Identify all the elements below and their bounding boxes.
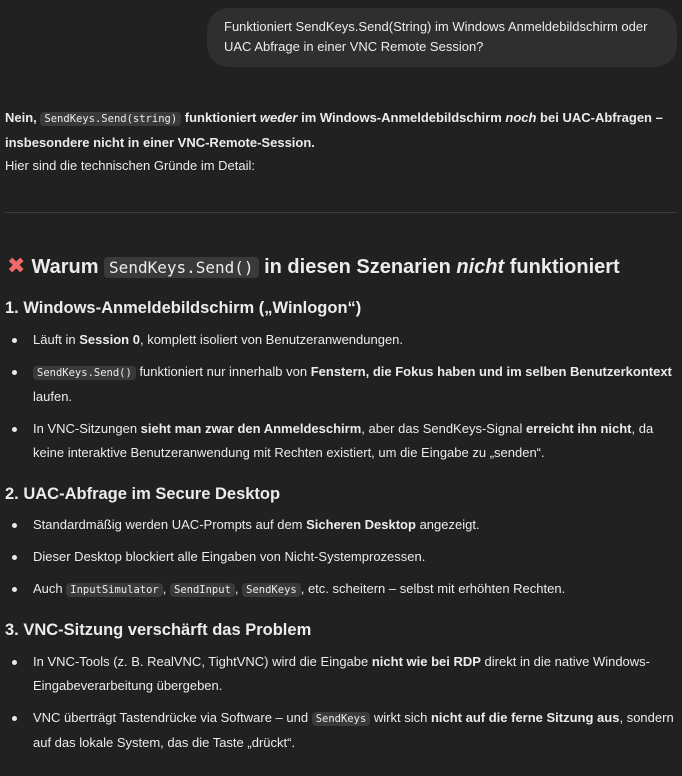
divider [5, 212, 677, 213]
text: Läuft in [33, 332, 80, 347]
list-item [0, 650, 680, 698]
text: In VNC-Tools (z. B. RealVNC, TightVNC) wird die Eingabe [33, 654, 372, 669]
strong-text: sieht man zwar den Anmeldeschirm [140, 421, 362, 436]
list-item [0, 577, 680, 602]
text: wirkt sich [370, 710, 431, 725]
strong-text: Fenstern, die Fokus haben und im selben Benutzerkontext [310, 364, 672, 379]
text: direkt in die native Windows-Eingabeverarbeitung übergeben. [33, 654, 651, 693]
text: , sondern auf das lokale System, das die Taste „drückt“. [33, 710, 674, 750]
text: Dieser Desktop blockiert alle Eingaben von Nicht-Systemprozessen. [33, 549, 426, 564]
list-item [0, 417, 680, 465]
inline-code: SendKeys.Send(string) [40, 112, 181, 126]
text: angezeigt. [415, 517, 480, 532]
intro-emphasis: weder [259, 110, 298, 125]
section1-heading: 1. Windows-Anmeldebildschirm („Winlogon“) [5, 299, 362, 317]
heading-text: Warum [31, 256, 105, 278]
section2-list [0, 513, 680, 602]
intro-text: im Windows-Anmeldebildschirm [297, 110, 506, 125]
intro-emphasis: noch [505, 110, 537, 125]
intro-subtext: Hier sind die technischen Gründe im Detail: [5, 158, 256, 173]
inline-code: InputSimulator [66, 583, 163, 597]
inline-code: SendKeys.Send() [33, 366, 136, 380]
section3-heading: 3. VNC-Sitzung verschärft das Problem [5, 621, 312, 639]
text: Auch [33, 581, 67, 596]
user-message-text: Funktioniert SendKeys.Send(String) im Windows Anmeldebildschirm oder UAC Abfrage in einer VNC Remote Session? [224, 19, 648, 54]
text: funktioniert nur innerhalb von [135, 364, 311, 379]
text: In VNC-Sitzungen [33, 421, 141, 436]
heading-text: funktioniert [504, 256, 620, 278]
text: , [162, 581, 170, 596]
list-item [0, 513, 680, 537]
text: Standardmäßig werden UAC-Prompts auf dem [33, 517, 307, 532]
intro-text: bei UAC-Abfragen – insbesondere nicht in einer VNC-Remote-Session. [5, 110, 663, 150]
inline-code: SendKeys [312, 712, 371, 726]
heading-emphasis: nicht [456, 256, 505, 278]
list-item [0, 706, 680, 755]
intro-text: funktioniert [181, 110, 260, 125]
text: , aber das SendKeys-Signal [361, 421, 527, 436]
section1-list [0, 328, 680, 465]
strong-text: Sicheren Desktop [306, 517, 416, 532]
strong-text: nicht auf die ferne Sitzung aus [430, 710, 620, 725]
strong-text: erreicht ihn nicht [526, 421, 632, 436]
text: , da keine interaktive Benutzeranwendung mit Rechten existiert, um die Eingabe zu „senden“. [33, 421, 654, 460]
list-item [0, 328, 680, 352]
user-message-bubble [207, 8, 677, 67]
text: VNC überträgt Tastendrücke via Software – und [33, 710, 312, 725]
text: , [234, 581, 243, 596]
heading-text: in diesen Szenarien [258, 256, 457, 278]
section3-list [0, 650, 680, 755]
inline-code: SendKeys [242, 583, 301, 597]
strong-text: nicht wie bei RDP [371, 654, 481, 669]
inline-code: SendInput [170, 583, 235, 597]
inline-code: SendKeys.Send() [104, 257, 259, 278]
main-heading [7, 250, 620, 284]
list-item [0, 360, 680, 409]
text: , komplett isoliert von Benutzeranwendungen. [139, 332, 404, 347]
answer-intro [5, 106, 675, 177]
section2-heading: 2. UAC-Abfrage im Secure Desktop [5, 485, 281, 503]
cross-mark-icon: ✖ [7, 253, 26, 278]
text: laufen. [33, 389, 73, 404]
strong-text: Session 0 [79, 332, 140, 347]
intro-paragraph [5, 106, 675, 154]
text: , etc. scheitern – selbst mit erhöhten Rechten. [300, 581, 566, 596]
intro-text: Nein, [5, 110, 41, 125]
list-item [0, 545, 680, 569]
intro-strong [5, 110, 663, 150]
